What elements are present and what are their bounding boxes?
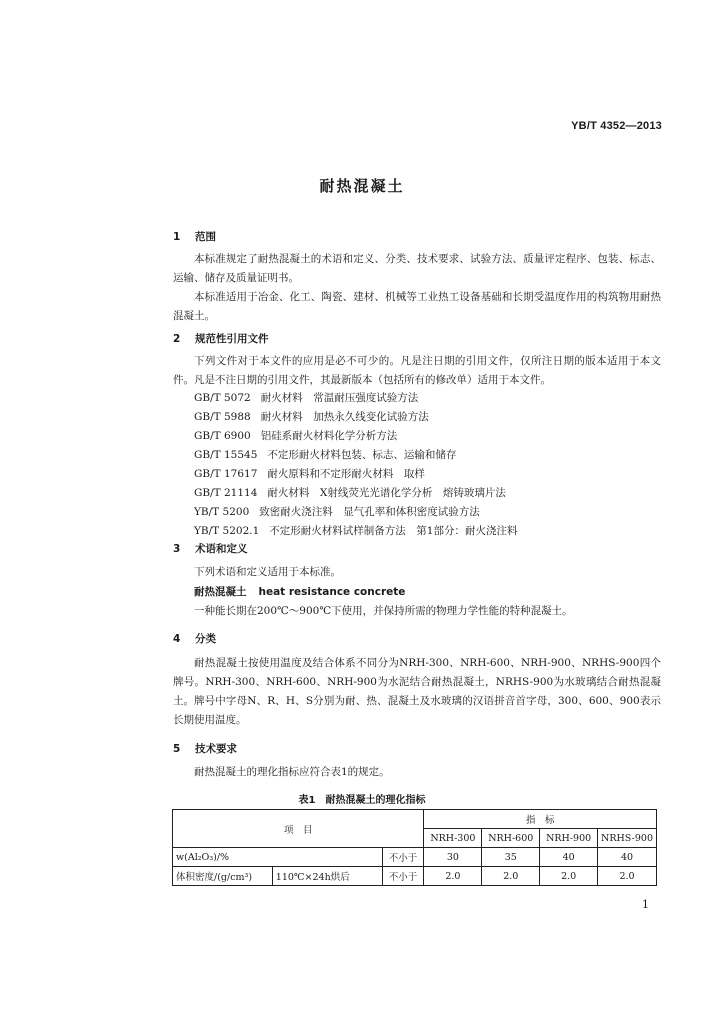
paragraph: 耐热混凝土按使用温度及结合体系不同分为NRH-300、NRH-600、NRH-900、NRHS-900四个牌号。NRH-300、NRH-600、NRH-900为水泥结合耐热混凝土，NRHS-900为水玻璃结合耐热混凝土。 [173,657,661,707]
section-number: 1 [173,231,181,243]
term-definition: 一种能长期在200℃～900℃下使用，并保持所需的物理力学性能的特种混凝土。 [194,605,573,617]
cell-value: 2.0 [598,867,657,886]
page-number: 1 [642,898,649,911]
reference-item: GB/T 15545 不定形耐火材料包装、标志、运输和储存 [194,449,457,461]
paragraph: 本标准适用于冶金、化工、陶瓷、建材、机械等工业热工设备基础和长期受温度作用的构筑物用耐热混凝土。 [173,291,661,322]
cell-value: 30 [424,848,482,867]
table-caption: 表1 耐热混凝土的理化指标 [298,795,426,806]
section-title: 技术要求 [195,743,237,755]
page-title: 耐热混凝土 [319,177,405,195]
standard-code: YB/T 4352—2013 [571,120,662,132]
properties-table [172,809,657,886]
row-limit: 不小于 [382,867,424,886]
section-title: 术语和定义 [195,543,248,555]
cell-value: 2.0 [424,867,482,886]
section-2-heading [173,331,269,346]
section-title: 范围 [195,231,216,243]
term-english: heat resistance concrete [258,586,406,598]
term: 耐热混凝土 [194,586,247,598]
table-row [173,848,657,867]
paragraph: 耐热混凝土的理化指标应符合表1的规定。 [194,766,390,778]
index-header: 指 标 [424,810,657,829]
section-number: 5 [173,743,181,755]
grade-header: NRH-300 [424,829,482,848]
reference-item: YB/T 5200 致密耐火浇注料 显气孔率和体积密度试验方法 [194,506,480,518]
section-number: 4 [173,633,181,645]
paragraph: 本标准规定了耐热混凝土的术语和定义、分类、技术要求、试验方法、质量评定程序、包装、标志、运输、储存及质量证明书。 [173,253,661,284]
table-row [173,867,657,886]
row-limit: 不小于 [382,848,424,867]
cell-value: 2.0 [540,867,598,886]
section-5-heading [173,741,237,756]
reference-item: GB/T 5988 耐火材料 加热永久线变化试验方法 [194,411,429,423]
reference-item: GB/T 17617 耐火原料和不定形耐火材料 取样 [194,468,425,480]
grade-header: NRH-900 [540,829,598,848]
cell-value: 35 [482,848,540,867]
section-title: 分类 [195,633,216,645]
row-item: 体积密度/(g/cm³) [173,867,273,886]
paragraph: 下列文件对于本文件的应用是必不可少的。凡是注日期的引用文件，仅所注日期的版本适用于本文件。凡是不注日期的引用文件，其最新版本（包括所有的修改单）适用于本文件。 [173,355,661,386]
term-entry [194,584,405,599]
reference-item: GB/T 6900 铝硅系耐火材料化学分析方法 [194,430,398,442]
cell-value: 40 [598,848,657,867]
section-number: 2 [173,333,181,345]
reference-item: GB/T 21114 耐火材料 X射线荧光光谱化学分析 熔铸玻璃片法 [194,487,506,499]
paragraph: 下列术语和定义适用于本标准。 [194,566,341,578]
cell-value: 40 [540,848,598,867]
reference-item: YB/T 5202.1 不定形耐火材料试样制备方法 第1部分：耐火浇注料 [194,525,518,537]
grade-header: NRH-600 [482,829,540,848]
section-3-heading [173,541,248,556]
item-header: 项 目 [173,810,424,848]
section-title: 规范性引用文件 [195,333,269,345]
paragraph: 牌号中字母N、R、H、S分别为耐、热、混凝土及水玻璃的汉语拼音首字母，300、600、900表示长期使用温度。 [173,695,661,726]
grade-header: NRHS-900 [598,829,657,848]
reference-item: GB/T 5072 耐火材料 常温耐压强度试验方法 [194,392,419,404]
section-1-heading [173,229,216,244]
row-condition: 110℃×24h烘后 [272,867,382,886]
section-number: 3 [173,543,181,555]
cell-value: 2.0 [482,867,540,886]
section-4-heading [173,631,216,646]
row-item: w(Al₂O₃)/% [173,848,383,867]
